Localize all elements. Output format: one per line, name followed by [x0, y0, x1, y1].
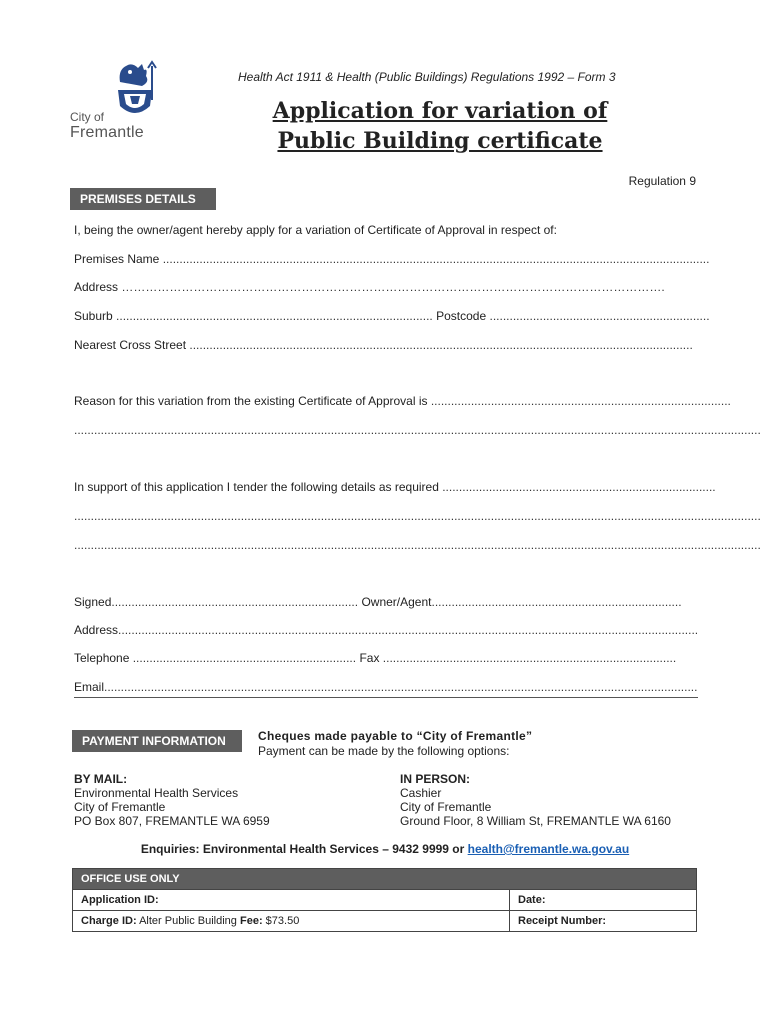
- cheques-payable-text: Cheques made payable to “City of Fremantle”: [258, 729, 533, 743]
- enquiries-text: Enquiries: Environmental Health Services – 9432 9999 or: [140, 842, 468, 856]
- mail-line-3: PO Box 807, FREMANTLE WA 6959: [74, 814, 270, 828]
- title-line-2: Public Building certificate: [277, 128, 603, 154]
- telephone-fax-row: [74, 651, 698, 665]
- office-use-table: [72, 868, 697, 932]
- fax-label: Fax: [359, 651, 380, 665]
- mail-line-2: City of Fremantle: [74, 800, 166, 814]
- office-use-heading: OFFICE USE ONLY: [73, 869, 697, 890]
- owner-agent-field[interactable]: Owner/Agent...........................................................................: [361, 595, 682, 609]
- in-person-block: [400, 772, 671, 828]
- payment-information-heading: PAYMENT INFORMATION: [72, 730, 242, 752]
- support-details-label: In support of this application I tender the following details as required: [74, 480, 439, 494]
- postcode-label: Postcode: [436, 309, 487, 323]
- signed-field[interactable]: Signed..........................................................................: [74, 595, 359, 609]
- application-id-cell: Application ID:: [73, 890, 510, 911]
- support-details-line-2[interactable]: ..............................................................................................................................................................................................................: [74, 509, 761, 523]
- signed-label: Signed: [74, 595, 112, 609]
- person-line-1: Cashier: [400, 786, 442, 800]
- page-title: [260, 96, 620, 156]
- person-line-2: City of Fremantle: [400, 800, 492, 814]
- charge-id-value: Alter Public Building: [139, 915, 237, 927]
- suburb-field[interactable]: Suburb ...............................................................................................: [74, 309, 433, 323]
- support-details-field[interactable]: In support of this application I tender the following details as required ..................................................................................: [74, 480, 716, 494]
- premises-name-label: Premises Name: [74, 252, 160, 266]
- telephone-field[interactable]: Telephone ...................................................................: [74, 651, 357, 665]
- receipt-number-cell: Receipt Number:: [510, 911, 697, 932]
- address-field[interactable]: Address ……………………………………………………………………………………………………………………….: [74, 280, 665, 294]
- applicant-intro: I, being the owner/agent hereby apply for a variation of Certificate of Approval in respect of:: [74, 223, 557, 237]
- logo-city-of: City of: [70, 110, 105, 124]
- by-mail-heading: BY MAIL:: [74, 772, 128, 786]
- enquiries-email-link[interactable]: health@fremantle.wa.gov.au: [467, 842, 630, 856]
- section-divider: [74, 697, 698, 698]
- regulation-number: Regulation 9: [628, 174, 696, 188]
- premises-details-heading: PREMISES DETAILS: [70, 188, 216, 210]
- suburb-label: Suburb: [74, 309, 113, 323]
- fee-label: Fee:: [239, 915, 263, 927]
- email-label: Email: [74, 680, 105, 694]
- enquiries-line: [0, 842, 770, 856]
- support-details-line-3[interactable]: ..............................................................................................................................................................................................................: [74, 538, 761, 552]
- city-logo: [70, 60, 170, 150]
- variation-reason-label: Reason for this variation from the existing Certificate of Approval is: [74, 394, 428, 408]
- legislation-reference: Health Act 1911 & Health (Public Buildings) Regulations 1992 – Form 3: [238, 70, 616, 84]
- charge-id-label: Charge ID:: [81, 915, 137, 927]
- title-line-1: Application for variation of: [272, 98, 608, 124]
- logo-fremantle: Fremantle: [70, 124, 144, 141]
- signed-owner-row: [74, 595, 698, 609]
- variation-reason-field[interactable]: Reason for this variation from the existing Certificate of Approval is ..........................................................................................: [74, 394, 731, 408]
- fremantle-crest-icon: [112, 60, 158, 120]
- nearest-cross-street-label: Nearest Cross Street: [74, 338, 187, 352]
- applicant-address-field[interactable]: Address..............................................................................................................................................................................: [74, 623, 699, 637]
- owner-agent-label: Owner/Agent: [361, 595, 432, 609]
- nearest-cross-street-field[interactable]: Nearest Cross Street .......................................................................................................................................................: [74, 338, 693, 352]
- person-line-3: Ground Floor, 8 William St, FREMANTLE WA 6160: [400, 814, 671, 828]
- by-mail-block: [74, 772, 270, 828]
- payment-options-text: Payment can be made by the following options:: [258, 744, 510, 758]
- address-label: Address: [74, 280, 119, 294]
- suburb-postcode-row: [74, 309, 710, 323]
- charge-id-cell: [73, 911, 510, 932]
- telephone-label: Telephone: [74, 651, 130, 665]
- payment-instructions: [258, 729, 532, 759]
- variation-reason-line-2[interactable]: ..............................................................................................................................................................................................................: [74, 423, 761, 437]
- in-person-heading: IN PERSON:: [400, 772, 471, 786]
- fee-value: $73.50: [265, 915, 300, 927]
- date-cell: Date:: [510, 890, 697, 911]
- mail-line-1: Environmental Health Services: [74, 786, 239, 800]
- fax-field[interactable]: Fax ........................................................................................: [359, 651, 677, 665]
- premises-name-field[interactable]: Premises Name ....................................................................................................................................................................: [74, 252, 710, 266]
- applicant-address-label: Address: [74, 623, 119, 637]
- email-field[interactable]: Email..................................................................................................................................................................................: [74, 680, 698, 694]
- postcode-field[interactable]: Postcode ..................................................................: [436, 309, 710, 323]
